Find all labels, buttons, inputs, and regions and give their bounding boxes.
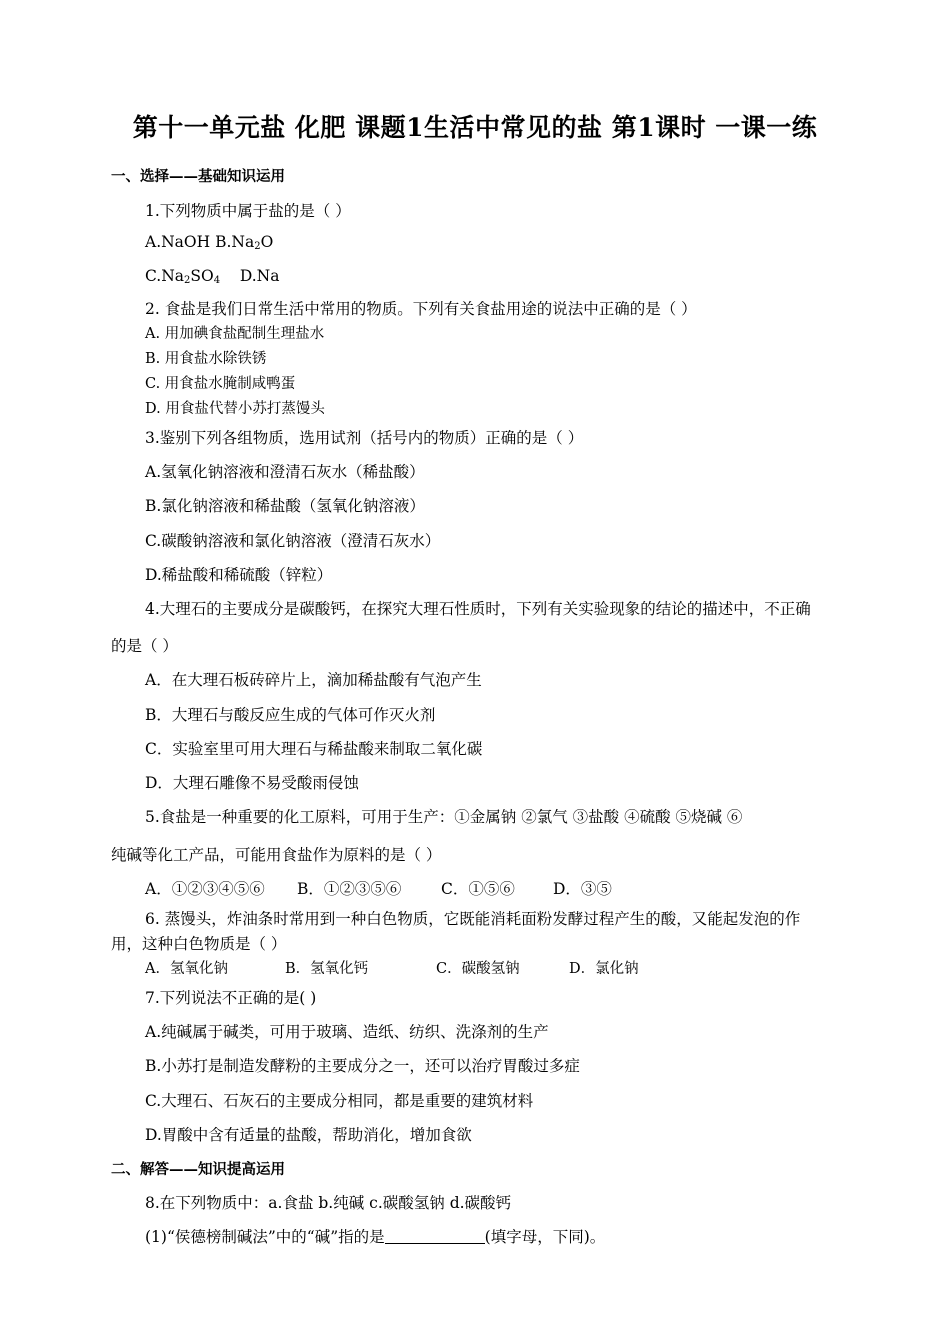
question-1-options-cd: $C.Na_2SO_4$ D.Na (145, 267, 280, 286)
question-2-option-a: A. 用加碘食盐配制生理盐水 (145, 326, 325, 342)
question-6-stem-line2: 用，这种白色物质是（ ） (111, 935, 287, 953)
question-7-option-c: C.大理石、石灰石的主要成分相同，都是重要的建筑材料 (145, 1092, 534, 1110)
question-7-option-b: B.小苏打是制造发酵粉的主要成分之一，还可以治疗胃酸过多症 (145, 1057, 580, 1075)
question-5-option-c: C．①⑤⑥ (441, 880, 515, 898)
question-4-option-a: A．在大理石板砖碎片上，滴加稀盐酸有气泡产生 (145, 671, 482, 689)
question-6-option-d: D．氯化钠 (569, 961, 639, 977)
section-heading-answer: 二、解答——知识提高运用 (111, 1161, 285, 1178)
question-2-stem: 2. 食盐是我们日常生活中常用的物质。下列有关食盐用途的说法中正确的是（ ） (145, 300, 697, 318)
question-5-option-a: A．①②③④⑤⑥ (145, 880, 265, 898)
question-5-stem-line2: 纯碱等化工产品，可能用食盐作为原料的是（ ） (111, 846, 442, 864)
question-5-option-b: B．①②③⑤⑥ (297, 880, 402, 898)
question-1-stem: 1.下列物质中属于盐的是（ ） (145, 202, 351, 220)
question-3-option-b: B.氯化钠溶液和稀盐酸（氢氧化钠溶液） (145, 497, 425, 515)
question-1-options-ab: A.NaOH $B.Na_2O$ (145, 233, 274, 252)
question-3-option-c: C.碳酸钠溶液和氯化钠溶液（澄清石灰水） (145, 532, 441, 550)
question-4-stem-line2: 的是（ ） (111, 637, 178, 655)
question-4-option-b: B．大理石与酸反应生成的气体可作灭火剂 (145, 706, 436, 724)
question-4-option-d: D．大理石雕像不易受酸雨侵蚀 (145, 774, 359, 792)
question-2-option-d: D. 用食盐代替小苏打蒸馒头 (145, 401, 325, 417)
question-3-stem: 3.鉴别下列各组物质，选用试剂（括号内的物质）正确的是（ ） (145, 429, 584, 447)
question-8-part-1: (1)“侯德榜制碱法”中的“碱”指的是 (填字母，下同)。 (145, 1228, 606, 1246)
question-3-option-d: D.稀盐酸和稀硫酸（锌粒） (145, 566, 333, 584)
question-8-stem: 8.在下列物质中：a.食盐 b.纯碱 c.碳酸氢钠 d.碳酸钙 (145, 1194, 512, 1212)
question-6-option-a: A．氢氧化钠 (145, 961, 228, 977)
question-6-options (145, 957, 639, 978)
question-2-option-c: C. 用食盐水腌制咸鸭蛋 (145, 376, 296, 392)
section-heading-choice: 一、选择——基础知识运用 (111, 168, 285, 185)
page-title: 第十一单元盐 化肥 课题1生活中常见的盐 第1课时 一课一练 (132, 113, 818, 142)
question-7-option-a: A.纯碱属于碱类，可用于玻璃、造纸、纺织、洗涤剂的生产 (145, 1023, 549, 1041)
question-4-stem-line1: 4.大理石的主要成分是碳酸钙，在探究大理石性质时，下列有关实验现象的结论的描述中，不正确 (145, 600, 811, 618)
question-6-stem-line1: 6. 蒸馒头，炸油条时常用到一种白色物质，它既能消耗面粉发酵过程产生的酸，又能起发泡的作 (145, 910, 801, 928)
question-5-options (145, 877, 612, 899)
answer-blank[interactable] (385, 1229, 485, 1244)
question-5-stem-line1: 5.食盐是一种重要的化工原料，可用于生产：①金属钠 ②氯气 ③盐酸 ④硫酸 ⑤烧碱 ⑥ (145, 808, 743, 826)
question-2-option-b: B. 用食盐水除铁锈 (145, 351, 267, 367)
question-7-stem: 7.下列说法不正确的是( ) (145, 989, 317, 1007)
question-4-option-c: C．实验室里可用大理石与稀盐酸来制取二氧化碳 (145, 740, 483, 758)
question-6-option-c: C．碳酸氢钠 (436, 961, 520, 977)
question-5-option-d: D．③⑤ (553, 880, 612, 898)
question-6-option-b: B．氢氧化钙 (285, 961, 369, 977)
question-7-option-d: D.胃酸中含有适量的盐酸，帮助消化，增加食欲 (145, 1126, 472, 1144)
question-3-option-a: A.氢氧化钠溶液和澄清石灰水（稀盐酸） (145, 463, 425, 481)
